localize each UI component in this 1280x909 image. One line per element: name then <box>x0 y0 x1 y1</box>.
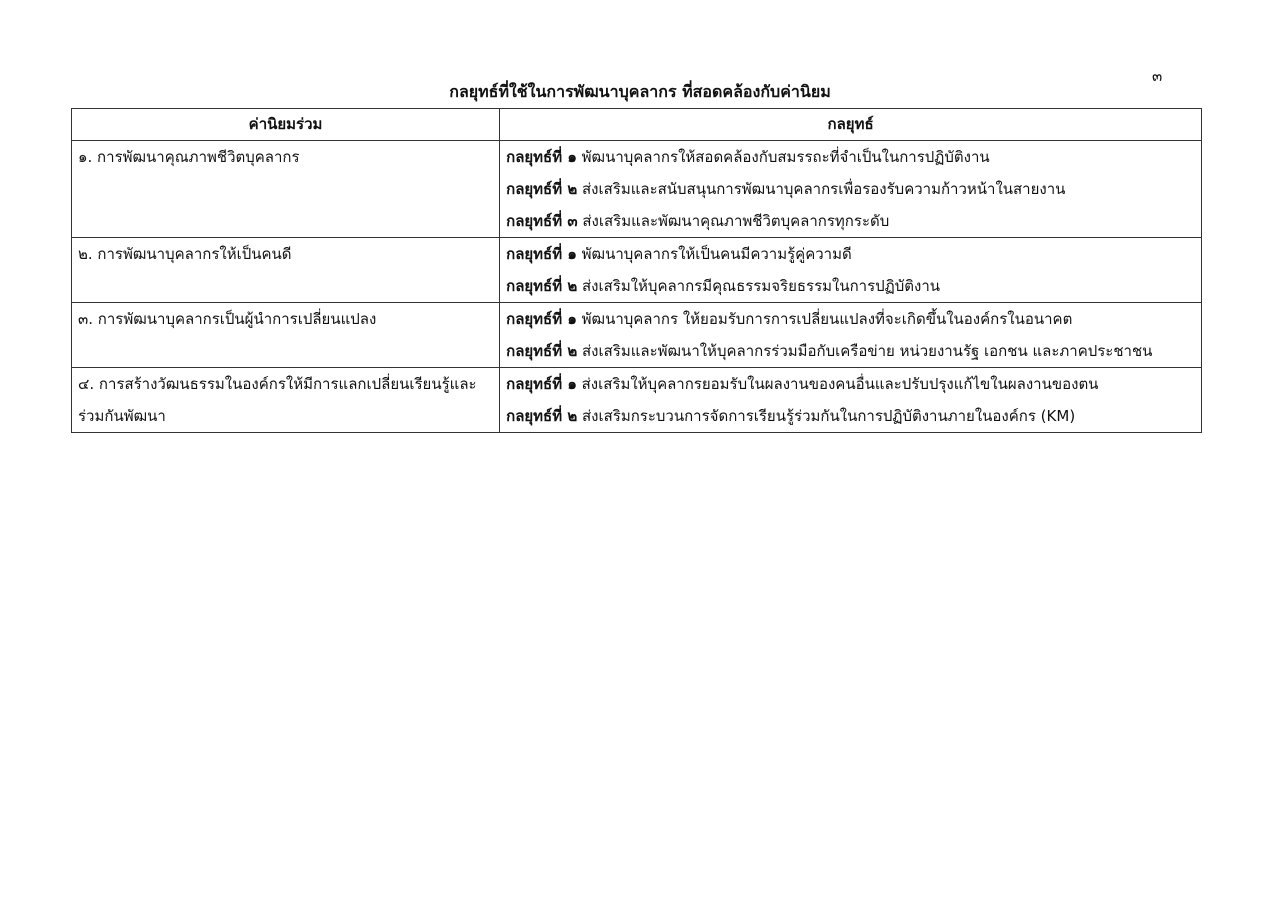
strategy-text: ส่งเสริมให้บุคลากรยอมรับในผลงานของคนอื่นและปรับปรุงแก้ไขในผลงานของตน <box>581 375 1099 393</box>
strategy-item <box>506 303 1195 335</box>
table-row <box>72 141 1202 238</box>
strategy-item <box>506 173 1195 205</box>
strategies-cell <box>500 238 1202 303</box>
table-row <box>72 303 1202 368</box>
strategies-cell <box>500 303 1202 368</box>
strategy-item <box>506 141 1195 173</box>
document-title: กลยุทธ์ที่ใช้ในการพัฒนาบุคลากร ที่สอดคล้องกับค่านิยม <box>449 82 831 101</box>
value-cell: ๔. การสร้างวัฒนธรรมในองค์กรให้มีการแลกเปลี่ยนเรียนรู้และ ร่วมกันพัฒนา <box>72 368 500 433</box>
value-cell: ๒. การพัฒนาบุคลากรให้เป็นคนดี <box>72 238 500 303</box>
value-cell: ๓. การพัฒนาบุคลากรเป็นผู้นำการเปลี่ยนแปลง <box>72 303 500 368</box>
strategy-label: กลยุทธ์ที่ ๑ <box>506 375 577 393</box>
strategy-item <box>506 400 1195 432</box>
strategy-table <box>71 108 1202 433</box>
strategy-label: กลยุทธ์ที่ ๒ <box>506 342 578 360</box>
strategy-text: ส่งเสริมกระบวนการจัดการเรียนรู้ร่วมกันในการปฏิบัติงานภายในองค์กร (KM) <box>582 407 1076 425</box>
page-number: ๓ <box>1152 67 1163 85</box>
strategy-item <box>506 335 1195 367</box>
strategy-text: ส่งเสริมและสนับสนุนการพัฒนาบุคลากรเพื่อรองรับความก้าวหน้าในสายงาน <box>582 180 1066 198</box>
header-strategies: กลยุทธ์ <box>500 109 1202 141</box>
strategy-item <box>506 270 1195 302</box>
strategy-label: กลยุทธ์ที่ ๑ <box>506 310 577 328</box>
strategy-text: พัฒนาบุคลากรให้เป็นคนมีความรู้คู่ความดี <box>581 245 852 263</box>
strategy-label: กลยุทธ์ที่ ๑ <box>506 148 577 166</box>
strategies-cell <box>500 368 1202 433</box>
strategy-item <box>506 238 1195 270</box>
strategy-text: ส่งเสริมให้บุคลากรมีคุณธรรมจริยธรรมในการปฏิบัติงาน <box>582 277 941 295</box>
strategy-item <box>506 205 1195 237</box>
strategy-label: กลยุทธ์ที่ ๒ <box>506 277 578 295</box>
table-row <box>72 368 1202 433</box>
table-header-row <box>72 109 1202 141</box>
strategy-item <box>506 368 1195 400</box>
value-cell: ๑. การพัฒนาคุณภาพชีวิตบุคลากร <box>72 141 500 238</box>
strategies-cell <box>500 141 1202 238</box>
strategy-text: ส่งเสริมและพัฒนาคุณภาพชีวิตบุคลากรทุกระดับ <box>582 212 890 230</box>
table-row <box>72 238 1202 303</box>
header-values: ค่านิยมร่วม <box>72 109 500 141</box>
strategy-text: ส่งเสริมและพัฒนาให้บุคลากรร่วมมือกับเครือข่าย หน่วยงานรัฐ เอกชน และภาคประชาชน <box>582 342 1153 360</box>
strategy-label: กลยุทธ์ที่ ๒ <box>506 180 578 198</box>
strategy-label: กลยุทธ์ที่ ๒ <box>506 407 578 425</box>
strategy-text: พัฒนาบุคลากรให้สอดคล้องกับสมรรถะที่จำเป็นในการปฏิบัติงาน <box>581 148 990 166</box>
strategy-text: พัฒนาบุคลากร ให้ยอมรับการการเปลี่ยนแปลงที่จะเกิดขึ้นในองค์กรในอนาคต <box>581 310 1073 328</box>
strategy-label: กลยุทธ์ที่ ๓ <box>506 212 578 230</box>
strategy-label: กลยุทธ์ที่ ๑ <box>506 245 577 263</box>
